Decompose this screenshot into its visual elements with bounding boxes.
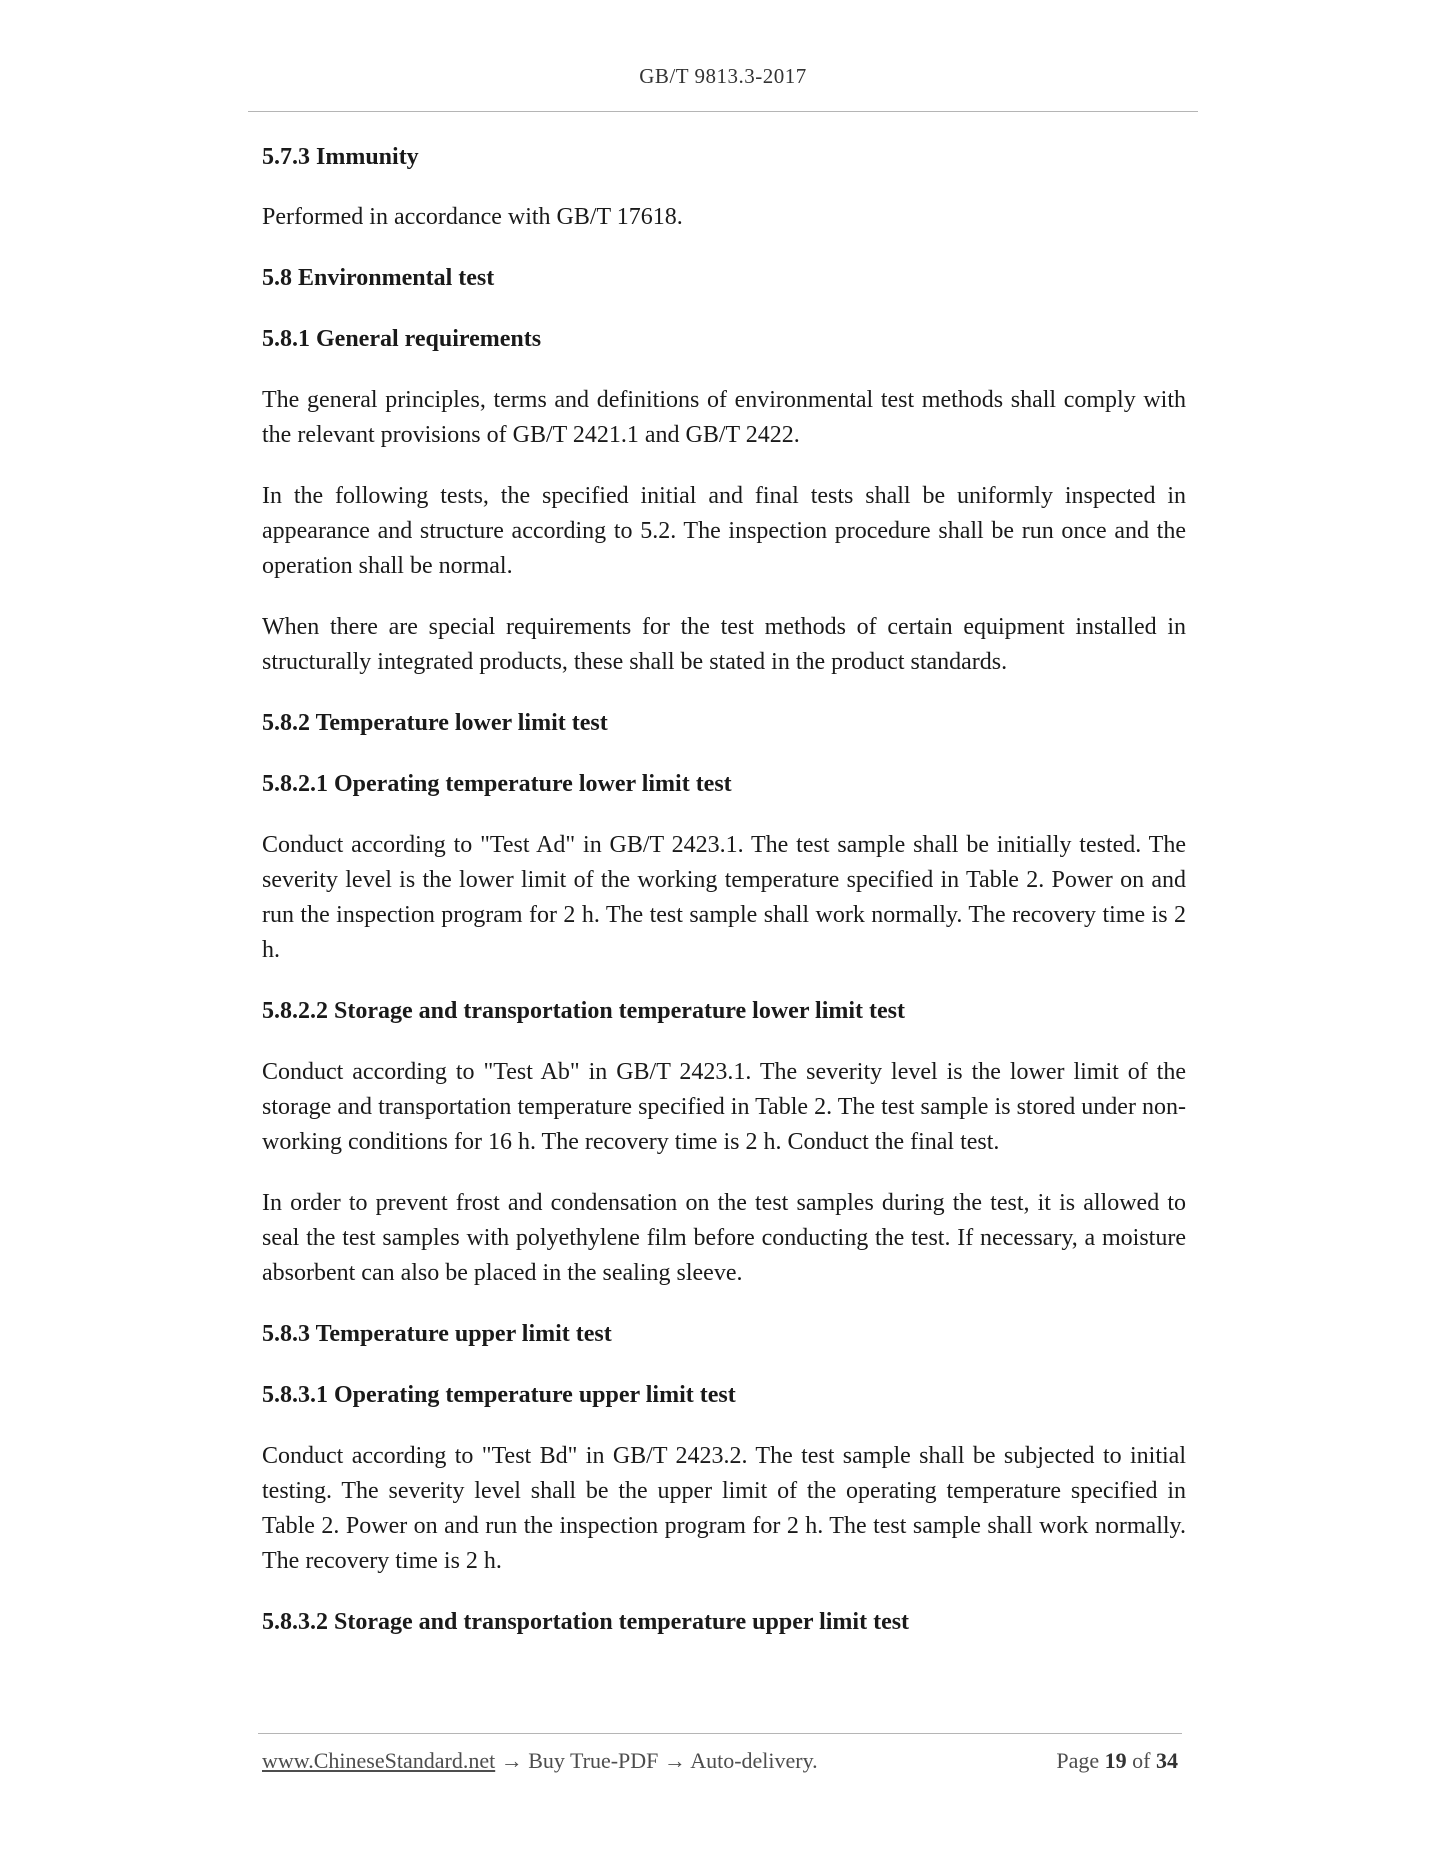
footer-nav-text: → Buy True-PDF → Auto-delivery.: [495, 1748, 818, 1773]
section-heading-5-7-3: 5.7.3 Immunity: [262, 144, 419, 170]
document-body: [262, 140, 1186, 1666]
document-header-id: GB/T 9813.3-2017: [639, 64, 807, 88]
section-heading-5-8-3-1: 5.8.3.1 Operating temperature upper limit test: [262, 1382, 736, 1408]
section-heading-5-8: 5.8 Environmental test: [262, 265, 495, 291]
paragraph: In order to prevent frost and condensation on the test samples during the test, it is allowed to seal the test samples with polyethylene film before conducting the test. If necessary, a moisture absorbent can also be placed in the sealing sleeve.: [262, 1190, 1186, 1286]
page-of-label: of: [1132, 1748, 1151, 1773]
paragraph: Performed in accordance with GB/T 17618.: [262, 204, 683, 230]
header-divider: [248, 111, 1198, 112]
section-heading-5-8-3-2: 5.8.3.2 Storage and transportation temperature upper limit test: [262, 1609, 910, 1635]
paragraph: Conduct according to "Test Bd" in GB/T 2423.2. The test sample shall be subjected to initial testing. The severity level shall be the upper limit of the operating temperature specified in Table 2. Power on and run the inspection program for 2 h. The test sample shall work normally. The recovery time is 2 h.: [262, 1443, 1186, 1574]
section-heading-5-8-2-1: 5.8.2.1 Operating temperature lower limit test: [262, 771, 732, 797]
page-indicator: [1056, 1748, 1178, 1774]
section-heading-5-8-2: 5.8.2 Temperature lower limit test: [262, 710, 608, 736]
page-current: 19: [1104, 1748, 1127, 1773]
paragraph: In the following tests, the specified initial and final tests shall be uniformly inspected in appearance and structure according to 5.2. The inspection procedure shall be run once and the operation shall be normal.: [262, 483, 1186, 579]
paragraph: The general principles, terms and definitions of environmental test methods shall comply with the relevant provisions of GB/T 2421.1 and GB/T 2422.: [262, 387, 1186, 448]
footer-divider: [258, 1733, 1182, 1734]
paragraph: Conduct according to "Test Ab" in GB/T 2423.1. The severity level is the lower limit of the storage and transportation temperature specified in Table 2. The test sample is stored under non-working conditions for 16 h. The recovery time is 2 h. Conduct the final test.: [262, 1059, 1186, 1155]
page-total: 34: [1156, 1748, 1178, 1773]
website-link[interactable]: www.ChineseStandard.net: [262, 1748, 496, 1773]
paragraph: Conduct according to "Test Ad" in GB/T 2423.1. The test sample shall be initially tested. The severity level is the lower limit of the working temperature specified in Table 2. Power on and run the inspection program for 2 h. The test sample shall work normally. The recovery time is 2 h.: [262, 832, 1186, 963]
page-label: Page: [1056, 1748, 1100, 1773]
section-heading-5-8-2-2: 5.8.2.2 Storage and transportation temperature lower limit test: [262, 998, 906, 1024]
paragraph: When there are special requirements for the test methods of certain equipment installed in structurally integrated products, these shall be stated in the product standards.: [262, 614, 1186, 675]
footer-left: [262, 1748, 818, 1774]
section-heading-5-8-1: 5.8.1 General requirements: [262, 326, 542, 352]
section-heading-5-8-3: 5.8.3 Temperature upper limit test: [262, 1321, 612, 1347]
